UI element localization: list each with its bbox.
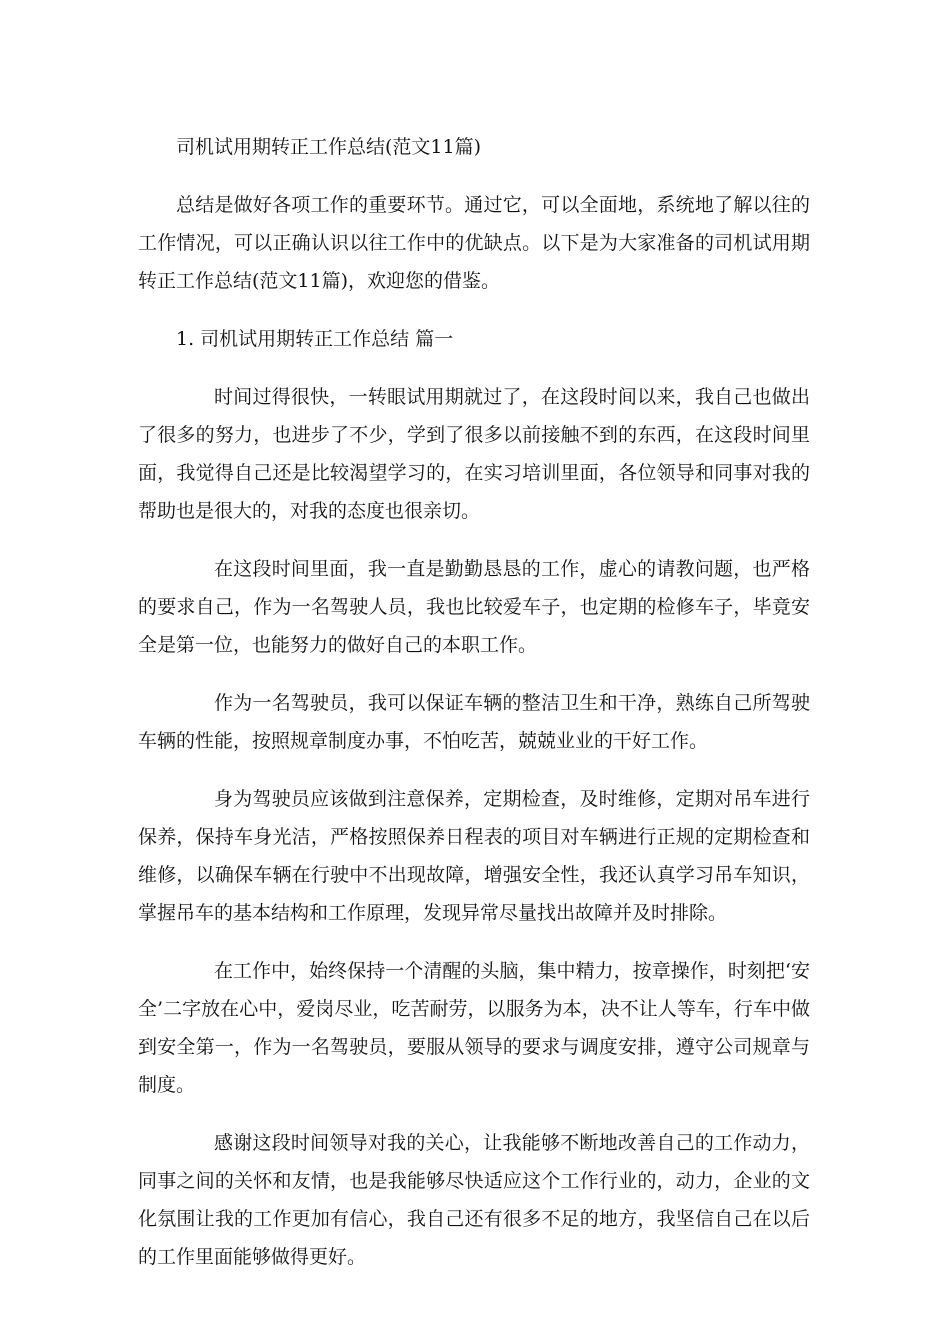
body-paragraph-4: 身为驾驶员应该做到注意保养，定期检查，及时维修，定期对吊车进行保养，保持车身光洁，严格按照保养日程表的项目对车辆进行正规的定期检查和维修，以确保车辆在行驶中不出现故障，增强安全性，我还认真学习吊车知识，掌握吊车的基本结构和工作原理，发现异常尽量找出故障并及时排除。 <box>138 788 810 924</box>
section-heading: 1. 司机试用期转正工作总结 篇一 <box>176 328 454 350</box>
body-paragraph-3: 作为一名驾驶员，我可以保证车辆的整洁卫生和干净，熟练自己所驾驶车辆的性能，按照规章制度办事，不怕吃苦，兢兢业业的干好工作。 <box>138 692 810 752</box>
body-paragraph-6: 感谢这段时间领导对我的关心，让我能够不断地改善自己的工作动力，同事之间的关怀和友情，也是我能够尽快适应这个工作行业的，动力，企业的文化氛围让我的工作更加有信心，我自己还有很多不足的地方，我坚信自己在以后的工作里面能够做得更好。 <box>138 1132 810 1268</box>
body-paragraph-2: 在这段时间里面，我一直是勤勤恳恳的工作，虚心的请教问题，也严格的要求自己，作为一名驾驶人员，我也比较爱车子，也定期的检修车子，毕竟安全是第一位，也能努力的做好自己的本职工作。 <box>138 558 810 656</box>
body-paragraph-1: 时间过得很快，一转眼试用期就过了，在这段时间以来，我自己也做出了很多的努力，也进步了不少，学到了很多以前接触不到的东西，在这段时间里面，我觉得自己还是比较渴望学习的，在实习培训里面，各位领导和同事对我的帮助也是很大的，对我的态度也很亲切。 <box>138 386 810 522</box>
intro-paragraph: 总结是做好各项工作的重要环节。通过它，可以全面地，系统地了解以往的工作情况，可以正确认识以往工作中的优缺点。以下是为大家准备的司机试用期转正工作总结(范文11篇)，欢迎您的借鉴。 <box>138 194 810 292</box>
document-body <box>138 128 810 1296</box>
body-paragraph-5: 在工作中，始终保持一个清醒的头脑，集中精力，按章操作，时刻把‘安全’二字放在心中，爱岗尽业，吃苦耐劳，以服务为本，决不让人等车，行车中做到安全第一，作为一名驾驶员，要服从领导的要求与调度安排，遵守公司规章与制度。 <box>138 960 810 1096</box>
document-title: 司机试用期转正工作总结(范文11篇) <box>176 136 482 158</box>
